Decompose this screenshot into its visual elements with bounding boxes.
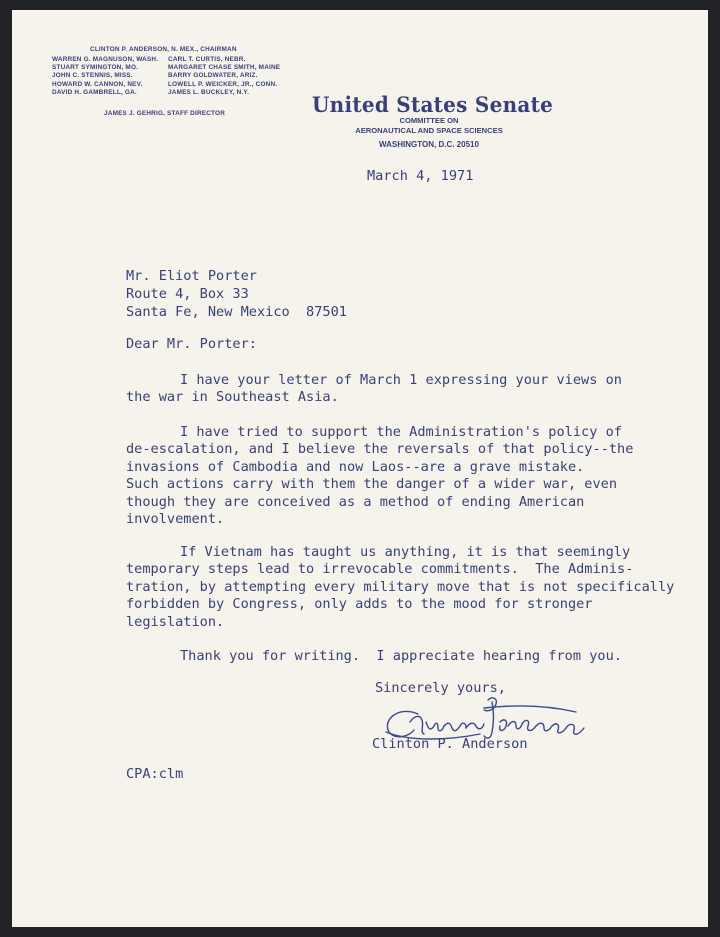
salutation: Dear Mr. Porter: [126, 336, 257, 352]
address-line: Route 4, Box 33 [126, 286, 249, 302]
paragraph-line: though they are conceived as a method of ending American [126, 494, 585, 510]
paragraph-line: de-escalation, and I believe the reversals of that policy--the [126, 441, 634, 457]
letterhead-title: United States Senate [312, 92, 554, 117]
committee-line-1: COMMITTEE ON [399, 116, 459, 125]
address-line: Mr. Eliot Porter [126, 268, 257, 284]
member-name: STUART SYMINGTON, MO. [52, 64, 139, 72]
address-line: Santa Fe, New Mexico 87501 [126, 304, 347, 320]
paragraph-line: forbidden by Congress, only adds to the mood for stronger [126, 596, 593, 612]
member-name: HOWARD W. CANNON, NEV. [52, 80, 143, 88]
paragraph-line: I have your letter of March 1 expressing your views on [180, 372, 622, 388]
paragraph-line: Thank you for writing. I appreciate hearing from you. [180, 648, 622, 664]
paragraph-line: temporary steps lead to irrevocable commitments. The Adminis- [126, 561, 634, 577]
letter-page [12, 10, 708, 927]
committee-line-2: AERONAUTICAL AND SPACE SCIENCES [355, 126, 503, 135]
paragraph-line: tration, by attempting every military move that is not specifically [126, 579, 675, 595]
paragraph-line: involvement. [126, 511, 225, 527]
member-name: WARREN G. MAGNUSON, WASH. [52, 56, 159, 63]
reference-initials: CPA:clm [126, 766, 184, 782]
paragraph-line: the war in Southeast Asia. [126, 389, 339, 405]
paragraph-line: I have tried to support the Administration's policy of [180, 424, 622, 440]
letterhead-staff-director: JAMES J. GEHRIG, STAFF DIRECTOR [104, 110, 226, 117]
paragraph-line: Such actions carry with them the danger of a wider war, even [126, 476, 618, 492]
member-name: JAMES L. BUCKLEY, N.Y. [168, 88, 250, 96]
member-name: LOWELL P. WEICKER, JR., CONN. [168, 80, 278, 88]
paragraph-line: legislation. [126, 614, 225, 630]
signer-name: Clinton P. Anderson [372, 736, 528, 752]
letterhead-chairman: CLINTON P. ANDERSON, N. MEX., CHAIRMAN [90, 46, 237, 53]
letter-date: March 4, 1971 [367, 168, 474, 184]
member-name: BARRY GOLDWATER, ARIZ. [168, 72, 258, 80]
member-name: CARL T. CURTIS, NEBR. [168, 56, 246, 63]
member-name: MARGARET CHASE SMITH, MAINE [168, 64, 281, 72]
paragraph-line: invasions of Cambodia and now Laos--are a grave mistake. [126, 459, 585, 475]
letterhead-members-right [168, 56, 280, 97]
member-name: DAVID H. GAMBRELL, GA. [52, 88, 137, 96]
closing: Sincerely yours, [375, 680, 506, 696]
committee-location: WASHINGTON, D.C. 20510 [379, 140, 479, 149]
paragraph-line: If Vietnam has taught us anything, it is that seemingly [180, 544, 631, 560]
member-name: JOHN C. STENNIS, MISS. [52, 72, 133, 80]
letterhead-members-left [52, 56, 158, 97]
